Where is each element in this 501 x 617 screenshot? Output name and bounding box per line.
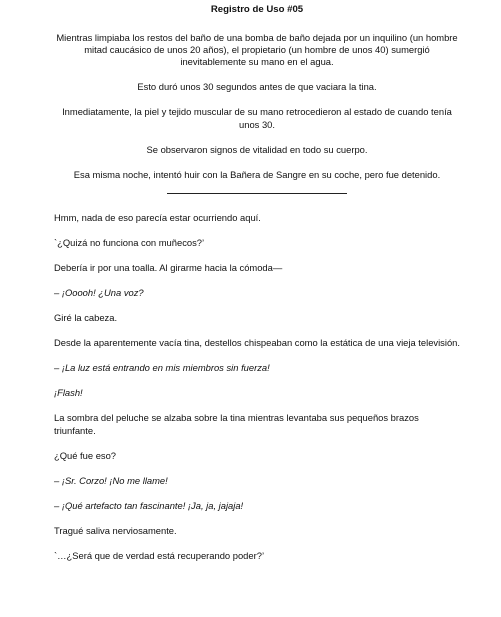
narrative-paragraph: Desde la aparentemente vacía tina, destellos chispeaban como la estática de una vieja televisión.: [54, 337, 460, 349]
narrative-paragraph: ¿Qué fue eso?: [54, 449, 117, 461]
narrative-paragraph: `¿Quizá no funciona con muñecos?’: [54, 237, 205, 249]
report-paragraph: Se observaron signos de vitalidad en todo su cuerpo.: [146, 143, 368, 155]
report-paragraph: Esa misma noche, intentó huir con la Bañera de Sangre en su coche, pero fue detenido.: [73, 168, 441, 180]
dialogue-line: – ¡Ooooh! ¿Una voz?: [54, 287, 144, 299]
narrative-paragraph: Giré la cabeza.: [54, 312, 118, 324]
report-paragraph: Inmediatamente, la piel y tejido muscular de su mano retrocedieron al estado de cuando tenía unos 30.: [62, 106, 452, 130]
narrative-paragraph: Hmm, nada de eso parecía estar ocurriendo aquí.: [54, 212, 261, 224]
narrative-paragraph: La sombra del peluche se alzaba sobre la tina mientras levantaba sus pequeños brazos triunfante.: [54, 412, 419, 436]
usage-log-report: [54, 32, 460, 181]
report-paragraph: Esto duró unos 30 segundos antes de que vaciara la tina.: [137, 81, 377, 93]
narrative-section: [54, 212, 460, 562]
document-title: Registro de Uso #05: [210, 4, 304, 15]
narrative-paragraph: `…¿Será que de verdad está recuperando poder?’: [54, 549, 265, 561]
sound-effect-line: ¡Flash!: [54, 387, 83, 399]
dialogue-line: – ¡La luz está entrando en mis miembros sin fuerza!: [54, 362, 270, 374]
narrative-paragraph: Debería ir por una toalla. Al girarme hacia la cómoda—: [54, 262, 283, 274]
section-divider: [167, 193, 347, 194]
narrative-paragraph: Tragué saliva nerviosamente.: [54, 524, 177, 536]
dialogue-line: – ¡Sr. Corzo! ¡No me llame!: [54, 474, 168, 486]
dialogue-line: – ¡Qué artefacto tan fascinante! ¡Ja, ja, jajaja!: [54, 499, 244, 511]
report-paragraph: Mientras limpiaba los restos del baño de una bomba de baño dejada por un inquilino (un hombre mitad caucásico de unos 20 años), el propietario (un hombre de unos 40) sumergió inevitablemente su mano en el agua.: [56, 31, 458, 68]
